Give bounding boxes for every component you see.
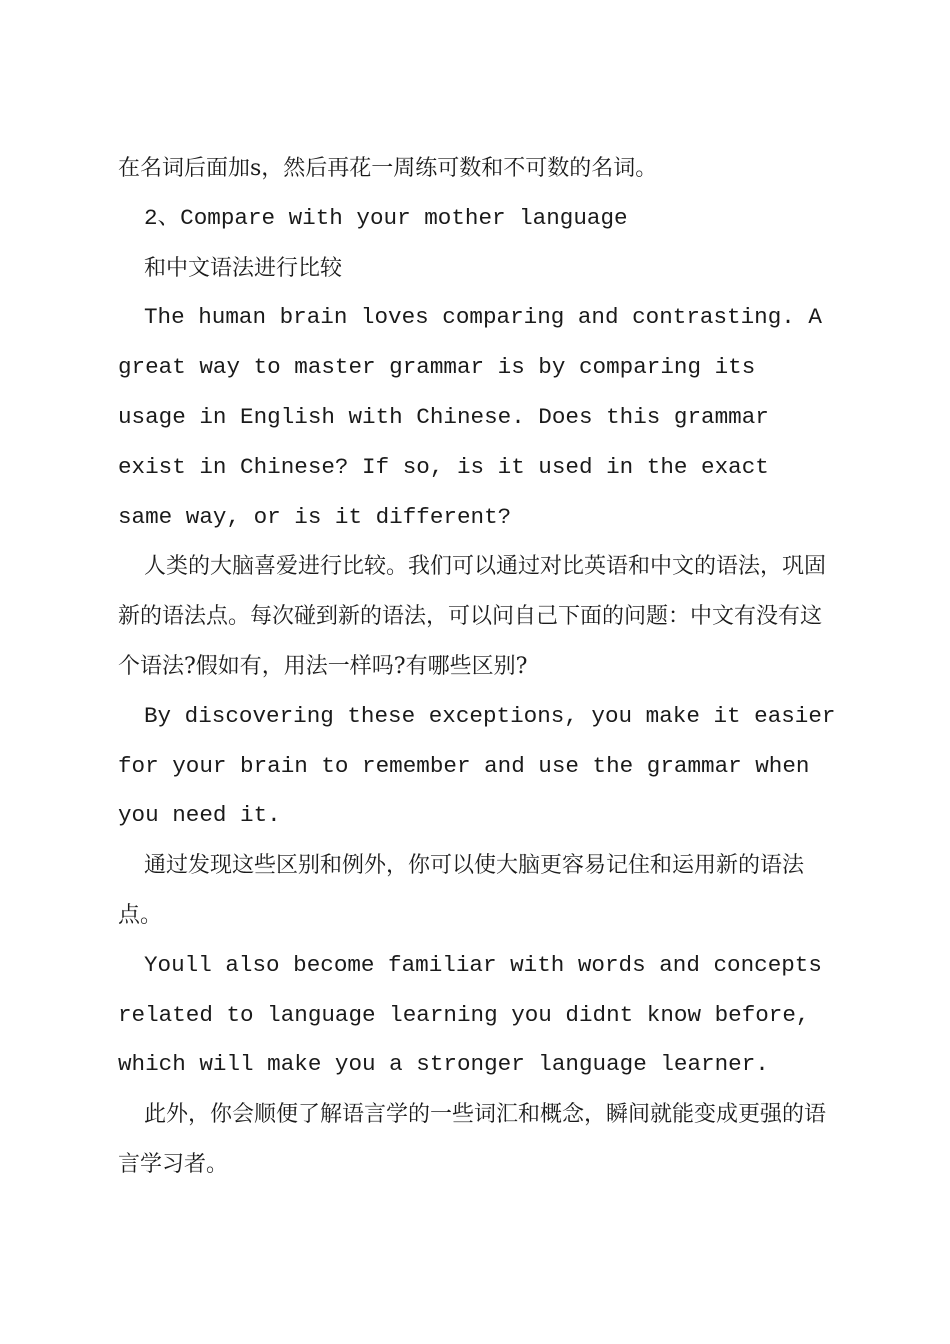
document-body	[118, 144, 836, 1190]
section-heading-compare: 2、Compare with your mother language	[144, 204, 628, 231]
paragraph-exceptions-zh: 通过发现这些区别和例外，你可以使大脑更容易记住和运用新的语法点。	[118, 853, 805, 928]
paragraph-familiar-words-zh: 此外，你会顺便了解语言学的一些词汇和概念，瞬间就能变成更强的语言学习者。	[118, 1102, 827, 1177]
paragraph-familiar-words-en: Youll also become familiar with words and concepts related to language learning you didnt know before, which will make you a stronger language learner.	[118, 951, 822, 1078]
section-heading-compare-chinese: 和中文语法进行比较	[144, 255, 343, 281]
paragraph-brain-comparing-en: The human brain loves comparing and contrasting. A great way to master grammar is by comparing its usage in English with Chinese. Does this grammar exist in Chinese? If so, is it used in the exact same way, or is it different?	[118, 304, 822, 530]
paragraph-brain-comparing-zh: 人类的大脑喜爱进行比较。我们可以通过对比英语和中文的语法，巩固新的语法点。每次碰到新的语法，可以问自己下面的问题：中文有没有这个语法?假如有，用法一样吗?有哪些区别?	[118, 554, 827, 679]
paragraph-plural-nouns: 在名词后面加s，然后再花一周练可数和不可数的名词。	[118, 156, 658, 181]
paragraph-exceptions-en: By discovering these exceptions, you make it easier for your brain to remember and use the grammar when you need it.	[118, 702, 836, 829]
